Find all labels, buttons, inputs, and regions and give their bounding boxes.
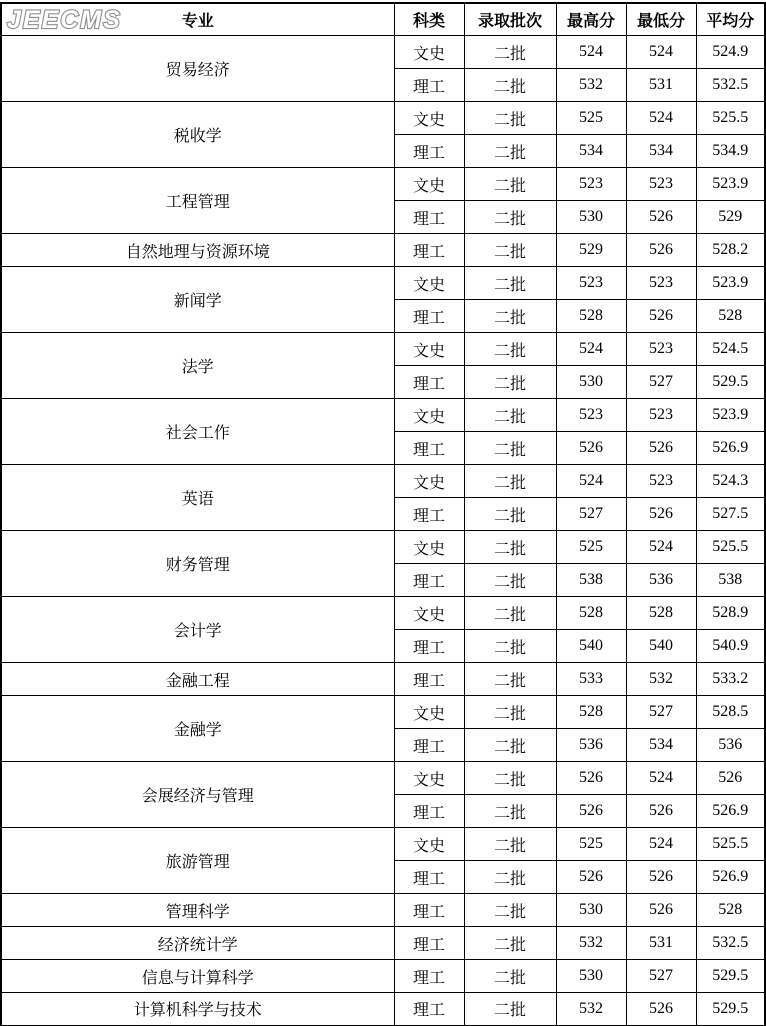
max-score-cell: 524 — [556, 465, 626, 498]
admission-batch-cell: 二批 — [464, 894, 556, 927]
avg-score-cell: 528 — [696, 300, 765, 333]
admission-batch-cell: 二批 — [464, 366, 556, 399]
min-score-cell: 532 — [626, 663, 696, 696]
max-score-cell: 526 — [556, 432, 626, 465]
max-score-cell: 532 — [556, 927, 626, 960]
avg-score-cell: 529 — [696, 201, 765, 234]
score-row — [1, 828, 765, 861]
min-score-cell: 526 — [626, 201, 696, 234]
major-name-cell: 税收学 — [1, 102, 394, 168]
avg-score-cell: 528 — [696, 894, 765, 927]
subject-category-cell: 文史 — [394, 597, 464, 630]
score-row — [1, 663, 765, 696]
score-row — [1, 927, 765, 960]
subject-category-cell: 理工 — [394, 861, 464, 894]
major-name-cell: 贸易经济 — [1, 36, 394, 102]
admission-batch-cell: 二批 — [464, 795, 556, 828]
subject-category-cell: 文史 — [394, 267, 464, 300]
column-header-major: 专业 — [1, 3, 394, 36]
min-score-cell: 540 — [626, 630, 696, 663]
subject-category-cell: 文史 — [394, 762, 464, 795]
min-score-cell: 523 — [626, 399, 696, 432]
subject-category-cell: 理工 — [394, 564, 464, 597]
avg-score-cell: 526.9 — [696, 795, 765, 828]
subject-category-cell: 理工 — [394, 663, 464, 696]
admission-batch-cell: 二批 — [464, 69, 556, 102]
admission-batch-cell: 二批 — [464, 663, 556, 696]
subject-category-cell: 理工 — [394, 960, 464, 993]
max-score-cell: 528 — [556, 300, 626, 333]
score-row — [1, 696, 765, 729]
max-score-cell: 524 — [556, 333, 626, 366]
subject-category-cell: 理工 — [394, 894, 464, 927]
admission-batch-cell: 二批 — [464, 267, 556, 300]
min-score-cell: 523 — [626, 267, 696, 300]
admission-batch-cell: 二批 — [464, 993, 556, 1026]
min-score-cell: 528 — [626, 597, 696, 630]
max-score-cell: 529 — [556, 234, 626, 267]
max-score-cell: 526 — [556, 762, 626, 795]
admission-batch-cell: 二批 — [464, 36, 556, 69]
max-score-cell: 534 — [556, 135, 626, 168]
max-score-cell: 527 — [556, 498, 626, 531]
min-score-cell: 527 — [626, 366, 696, 399]
min-score-cell: 527 — [626, 960, 696, 993]
admission-batch-cell: 二批 — [464, 597, 556, 630]
major-name-cell: 新闻学 — [1, 267, 394, 333]
subject-category-cell: 理工 — [394, 729, 464, 762]
score-row — [1, 597, 765, 630]
score-row — [1, 36, 765, 69]
min-score-cell: 536 — [626, 564, 696, 597]
subject-category-cell: 文史 — [394, 333, 464, 366]
max-score-cell: 523 — [556, 267, 626, 300]
min-score-cell: 526 — [626, 432, 696, 465]
max-score-cell: 526 — [556, 861, 626, 894]
max-score-cell: 528 — [556, 597, 626, 630]
avg-score-cell: 523.9 — [696, 399, 765, 432]
min-score-cell: 526 — [626, 300, 696, 333]
subject-category-cell: 理工 — [394, 993, 464, 1026]
min-score-cell: 524 — [626, 36, 696, 69]
column-header-avg-score: 平均分 — [696, 3, 765, 36]
admission-batch-cell: 二批 — [464, 102, 556, 135]
score-row — [1, 234, 765, 267]
admission-batch-cell: 二批 — [464, 696, 556, 729]
min-score-cell: 534 — [626, 135, 696, 168]
admission-batch-cell: 二批 — [464, 300, 556, 333]
avg-score-cell: 527.5 — [696, 498, 765, 531]
avg-score-cell: 536 — [696, 729, 765, 762]
admission-batch-cell: 二批 — [464, 762, 556, 795]
subject-category-cell: 文史 — [394, 399, 464, 432]
min-score-cell: 526 — [626, 795, 696, 828]
subject-category-cell: 文史 — [394, 696, 464, 729]
score-row — [1, 465, 765, 498]
admission-batch-cell: 二批 — [464, 960, 556, 993]
avg-score-cell: 524.5 — [696, 333, 765, 366]
min-score-cell: 526 — [626, 234, 696, 267]
avg-score-cell: 528.2 — [696, 234, 765, 267]
admission-batch-cell: 二批 — [464, 630, 556, 663]
max-score-cell: 528 — [556, 696, 626, 729]
admission-batch-cell: 二批 — [464, 498, 556, 531]
min-score-cell: 523 — [626, 333, 696, 366]
admission-batch-cell: 二批 — [464, 201, 556, 234]
major-name-cell: 会计学 — [1, 597, 394, 663]
subject-category-cell: 文史 — [394, 531, 464, 564]
min-score-cell: 534 — [626, 729, 696, 762]
avg-score-cell: 526.9 — [696, 861, 765, 894]
admission-batch-cell: 二批 — [464, 828, 556, 861]
admission-batch-cell: 二批 — [464, 465, 556, 498]
admission-batch-cell: 二批 — [464, 531, 556, 564]
max-score-cell: 525 — [556, 828, 626, 861]
max-score-cell: 530 — [556, 894, 626, 927]
admission-batch-cell: 二批 — [464, 729, 556, 762]
admission-batch-cell: 二批 — [464, 168, 556, 201]
admission-batch-cell: 二批 — [464, 399, 556, 432]
major-name-cell: 法学 — [1, 333, 394, 399]
max-score-cell: 526 — [556, 795, 626, 828]
avg-score-cell: 525.5 — [696, 531, 765, 564]
avg-score-cell: 529.5 — [696, 366, 765, 399]
min-score-cell: 524 — [626, 762, 696, 795]
subject-category-cell: 文史 — [394, 828, 464, 861]
avg-score-cell: 529.5 — [696, 993, 765, 1026]
subject-category-cell: 理工 — [394, 498, 464, 531]
subject-category-cell: 理工 — [394, 300, 464, 333]
avg-score-cell: 524.9 — [696, 36, 765, 69]
subject-category-cell: 理工 — [394, 630, 464, 663]
max-score-cell: 538 — [556, 564, 626, 597]
avg-score-cell: 534.9 — [696, 135, 765, 168]
min-score-cell: 531 — [626, 927, 696, 960]
column-header-admission-batch: 录取批次 — [464, 3, 556, 36]
major-name-cell: 英语 — [1, 465, 394, 531]
max-score-cell: 540 — [556, 630, 626, 663]
subject-category-cell: 文史 — [394, 36, 464, 69]
min-score-cell: 526 — [626, 861, 696, 894]
major-name-cell: 管理科学 — [1, 894, 394, 927]
score-row — [1, 168, 765, 201]
max-score-cell: 525 — [556, 102, 626, 135]
avg-score-cell: 533.2 — [696, 663, 765, 696]
subject-category-cell: 文史 — [394, 168, 464, 201]
major-name-cell: 财务管理 — [1, 531, 394, 597]
max-score-cell: 524 — [556, 36, 626, 69]
score-row — [1, 993, 765, 1026]
avg-score-cell: 526.9 — [696, 432, 765, 465]
subject-category-cell: 理工 — [394, 432, 464, 465]
major-name-cell: 信息与计算科学 — [1, 960, 394, 993]
min-score-cell: 526 — [626, 993, 696, 1026]
avg-score-cell: 524.3 — [696, 465, 765, 498]
admission-batch-cell: 二批 — [464, 861, 556, 894]
avg-score-cell: 529.5 — [696, 960, 765, 993]
avg-score-cell: 523.9 — [696, 267, 765, 300]
admission-batch-cell: 二批 — [464, 564, 556, 597]
subject-category-cell: 理工 — [394, 135, 464, 168]
major-name-cell: 金融工程 — [1, 663, 394, 696]
min-score-cell: 523 — [626, 465, 696, 498]
min-score-cell: 527 — [626, 696, 696, 729]
avg-score-cell: 525.5 — [696, 828, 765, 861]
major-name-cell: 工程管理 — [1, 168, 394, 234]
major-name-cell: 经济统计学 — [1, 927, 394, 960]
max-score-cell: 530 — [556, 201, 626, 234]
jeecms-logo-text: JEECMS — [7, 6, 122, 34]
avg-score-cell: 523.9 — [696, 168, 765, 201]
admission-batch-cell: 二批 — [464, 333, 556, 366]
header-row — [1, 3, 765, 36]
min-score-cell: 526 — [626, 894, 696, 927]
score-row — [1, 333, 765, 366]
column-header-max-score: 最高分 — [556, 3, 626, 36]
admission-batch-cell: 二批 — [464, 234, 556, 267]
subject-category-cell: 理工 — [394, 234, 464, 267]
max-score-cell: 530 — [556, 960, 626, 993]
major-name-cell: 自然地理与资源环境 — [1, 234, 394, 267]
max-score-cell: 532 — [556, 69, 626, 102]
avg-score-cell: 526 — [696, 762, 765, 795]
major-name-cell: 会展经济与管理 — [1, 762, 394, 828]
max-score-cell: 530 — [556, 366, 626, 399]
min-score-cell: 523 — [626, 168, 696, 201]
subject-category-cell: 理工 — [394, 795, 464, 828]
subject-category-cell: 文史 — [394, 102, 464, 135]
min-score-cell: 531 — [626, 69, 696, 102]
max-score-cell: 536 — [556, 729, 626, 762]
admission-scores-table — [0, 2, 766, 1026]
max-score-cell: 523 — [556, 168, 626, 201]
min-score-cell: 524 — [626, 828, 696, 861]
subject-category-cell: 理工 — [394, 201, 464, 234]
max-score-cell: 523 — [556, 399, 626, 432]
avg-score-cell: 528.5 — [696, 696, 765, 729]
admission-batch-cell: 二批 — [464, 927, 556, 960]
score-row — [1, 531, 765, 564]
table-header — [1, 3, 765, 36]
avg-score-cell: 538 — [696, 564, 765, 597]
min-score-cell: 526 — [626, 498, 696, 531]
column-header-subject-category: 科类 — [394, 3, 464, 36]
avg-score-cell: 532.5 — [696, 927, 765, 960]
subject-category-cell: 理工 — [394, 927, 464, 960]
score-row — [1, 267, 765, 300]
subject-category-cell: 文史 — [394, 465, 464, 498]
column-header-min-score: 最低分 — [626, 3, 696, 36]
avg-score-cell: 528.9 — [696, 597, 765, 630]
table-body — [1, 36, 765, 1026]
score-row — [1, 399, 765, 432]
max-score-cell: 532 — [556, 993, 626, 1026]
avg-score-cell: 540.9 — [696, 630, 765, 663]
subject-category-cell: 理工 — [394, 69, 464, 102]
major-name-cell: 社会工作 — [1, 399, 394, 465]
avg-score-cell: 532.5 — [696, 69, 765, 102]
major-name-cell: 金融学 — [1, 696, 394, 762]
score-row — [1, 894, 765, 927]
avg-score-cell: 525.5 — [696, 102, 765, 135]
max-score-cell: 525 — [556, 531, 626, 564]
min-score-cell: 524 — [626, 102, 696, 135]
admission-batch-cell: 二批 — [464, 432, 556, 465]
score-row — [1, 762, 765, 795]
score-row — [1, 960, 765, 993]
major-name-cell: 旅游管理 — [1, 828, 394, 894]
major-name-cell: 计算机科学与技术 — [1, 993, 394, 1026]
min-score-cell: 524 — [626, 531, 696, 564]
subject-category-cell: 理工 — [394, 366, 464, 399]
admission-batch-cell: 二批 — [464, 135, 556, 168]
score-row — [1, 102, 765, 135]
max-score-cell: 533 — [556, 663, 626, 696]
